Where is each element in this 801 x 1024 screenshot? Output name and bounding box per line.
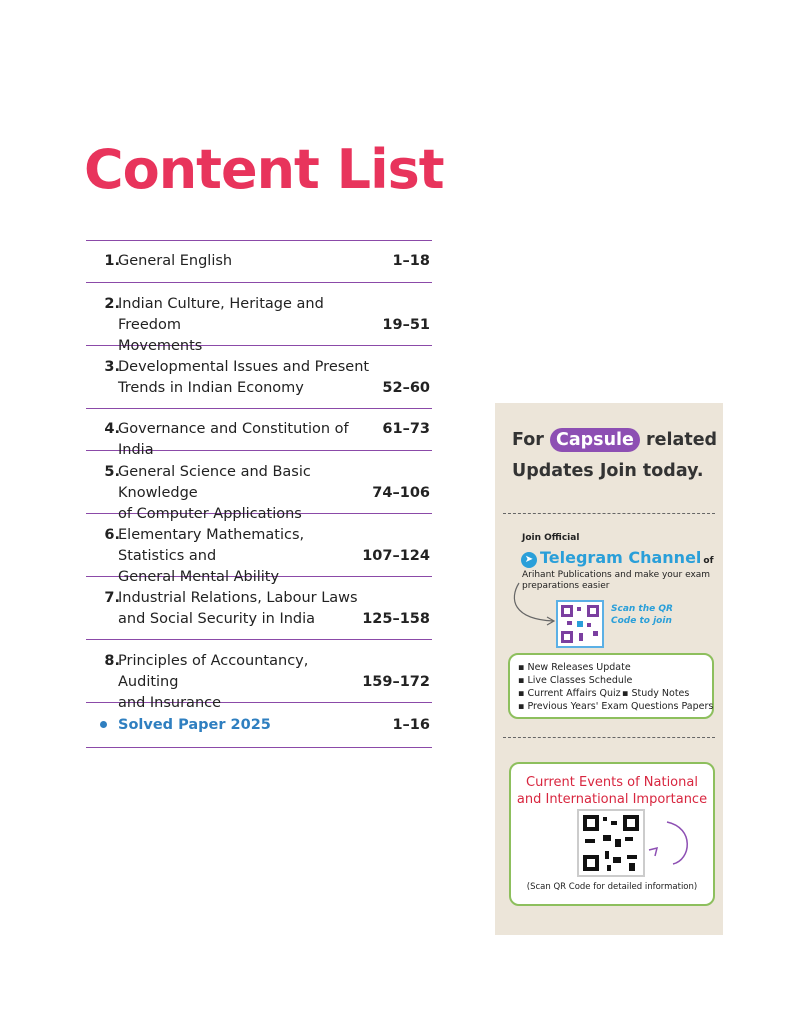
- toc-title: [118, 357, 373, 399]
- toc-title-line: of Computer Applications: [118, 506, 302, 522]
- curved-arrow-icon: [509, 581, 559, 631]
- toc-title-line: Principles of Accountancy, Auditing: [118, 653, 309, 690]
- dashed-divider: [503, 737, 715, 738]
- toc-number: 2.: [104, 296, 120, 312]
- toc-number: 8.: [104, 653, 120, 669]
- solved-paper-pages: 1–16: [392, 717, 430, 733]
- toc-row[interactable]: [86, 514, 432, 585]
- feature-item: ▪ New Releases Update: [518, 662, 631, 673]
- curved-arrow-icon: [647, 820, 697, 870]
- feature-item: ▪ Study Notes: [622, 688, 690, 699]
- telegram-channel-link[interactable]: ➤ Telegram Channel of: [521, 548, 714, 568]
- toc-title-line: Indian Culture, Heritage and Freedom: [118, 296, 324, 333]
- promo-heading: For Capsule related Updates Join today.: [512, 430, 718, 481]
- feature-item: ▪ Previous Years' Exam Questions Papers: [518, 701, 714, 712]
- toc-title-line: and Insurance: [118, 695, 222, 711]
- current-events-box: [509, 762, 715, 906]
- arihant-text: Arihant Publications and make your exam preparations easier: [522, 570, 711, 591]
- dashed-divider: [503, 513, 715, 514]
- telegram-icon: ➤: [521, 552, 537, 568]
- toc-number: 1.: [104, 253, 120, 269]
- toc-title-line: Trends in Indian Economy: [118, 380, 304, 396]
- scan-qr-instruction: Scan the QR Code to join: [611, 604, 673, 626]
- toc-number: 7.: [104, 590, 120, 606]
- toc-title-line: Movements: [118, 338, 203, 354]
- toc-pages: 107–124: [362, 548, 430, 564]
- events-note: (Scan QR Code for detailed information): [526, 882, 698, 892]
- toc-row[interactable]: [86, 241, 432, 283]
- toc-pages: 19–51: [382, 317, 430, 333]
- table-of-contents: [86, 240, 432, 748]
- events-qr-code-icon[interactable]: [577, 809, 645, 877]
- toc-number: 6.: [104, 527, 120, 543]
- current-events-title: Current Events of National and International Importance: [516, 775, 708, 807]
- toc-number: 3.: [104, 359, 120, 375]
- toc-number: 5.: [104, 464, 120, 480]
- bullet-icon: [100, 721, 107, 728]
- toc-pages: 52–60: [382, 380, 430, 396]
- toc-title-line: Industrial Relations, Labour Laws: [118, 590, 358, 606]
- page-title: Content List: [84, 138, 444, 201]
- toc-pages: 1–18: [392, 253, 430, 269]
- toc-title: [118, 588, 373, 630]
- toc-title-line: General Science and Basic Knowledge: [118, 464, 311, 501]
- toc-row[interactable]: [86, 409, 432, 458]
- solved-paper-label: Solved Paper 2025: [118, 717, 271, 733]
- join-official-label: Join Official: [522, 533, 580, 543]
- toc-pages: 61–73: [382, 421, 430, 437]
- channel-features-box: [508, 653, 714, 719]
- toc-row[interactable]: [86, 577, 432, 640]
- toc-number: 4.: [104, 421, 120, 437]
- feature-item: ▪ Live Classes Schedule: [518, 675, 633, 686]
- toc-row[interactable]: [86, 283, 432, 354]
- capsule-promo-panel: [495, 403, 723, 935]
- toc-title-line: General Mental Ability: [118, 569, 280, 585]
- toc-title: [118, 251, 373, 272]
- feature-item: ▪ Current Affairs Quiz: [518, 688, 621, 699]
- toc-title-line: Elementary Mathematics, Statistics and: [118, 527, 305, 564]
- toc-pages: 159–172: [362, 674, 430, 690]
- toc-row[interactable]: [86, 451, 432, 522]
- toc-row[interactable]: [86, 640, 432, 711]
- toc-title-line: General English: [118, 253, 233, 269]
- telegram-qr-code-icon[interactable]: [556, 600, 604, 648]
- toc-title-line: and Social Security in India: [118, 611, 316, 627]
- capsule-badge: Capsule: [550, 428, 640, 452]
- toc-title-line: Developmental Issues and Present: [118, 359, 370, 375]
- toc-pages: 74–106: [372, 485, 430, 501]
- toc-pages: 125–158: [362, 611, 430, 627]
- toc-row-solved-paper[interactable]: [86, 703, 432, 748]
- toc-title-line: Governance and Constitution of India: [118, 421, 349, 458]
- toc-row[interactable]: [86, 346, 432, 409]
